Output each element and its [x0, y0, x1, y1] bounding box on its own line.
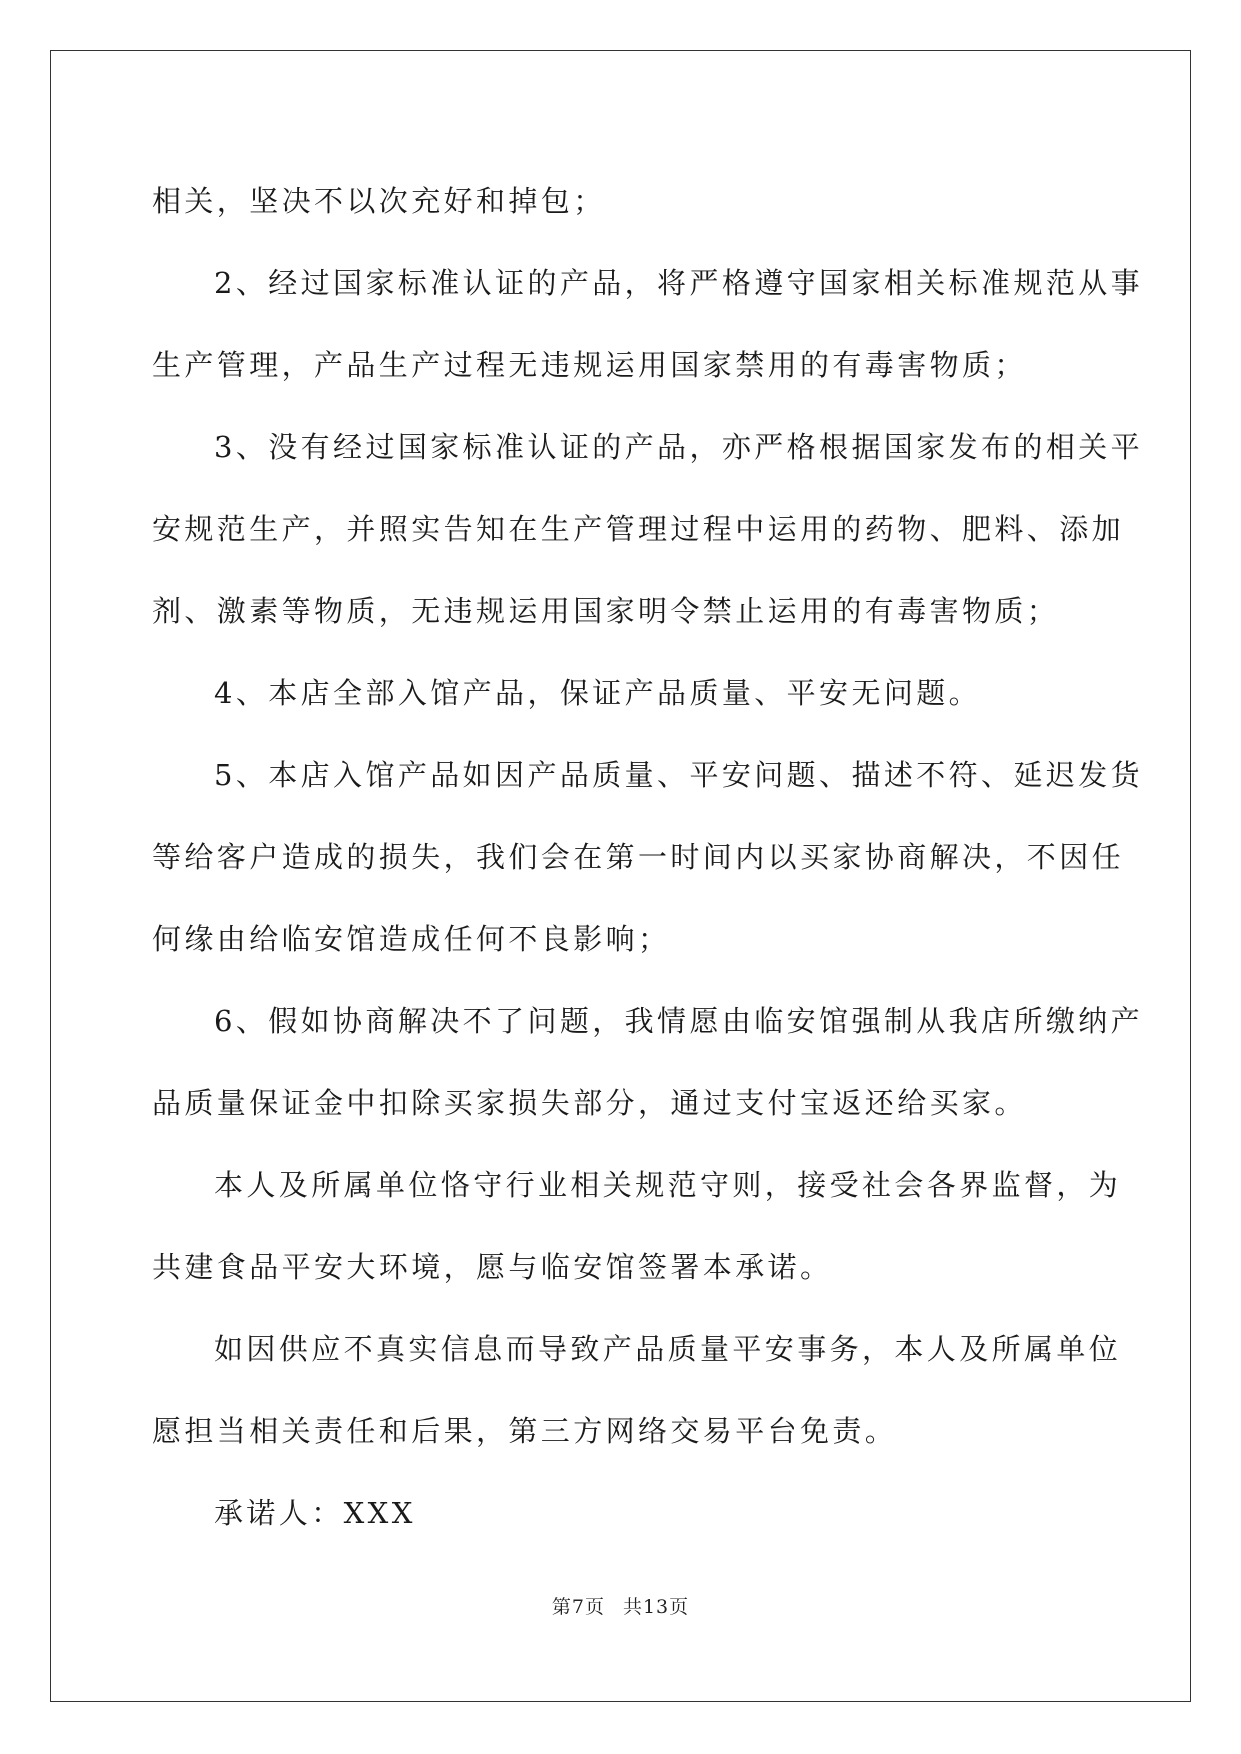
text-line: 剂、激素等物质，无违规运用国家明令禁止运用的有毒害物质； — [152, 594, 1060, 628]
page-total: 共13页 — [622, 1596, 690, 1618]
text-line: 安规范生产，并照实告知在生产管理过程中运用的药物、肥料、添加 — [152, 512, 1125, 546]
text-line: 3、没有经过国家标准认证的产品，亦严格根据国家发布的相关平 — [214, 430, 1144, 464]
page-footer — [0, 1592, 1241, 1619]
document-body — [152, 160, 1144, 1554]
text-line: 如因供应不真实信息而导致产品质量平安事务，本人及所属单位 — [214, 1332, 1122, 1366]
signature-line: 承诺人：XXX — [214, 1496, 416, 1530]
text-line: 生产管理，产品生产过程无违规运用国家禁用的有毒害物质； — [152, 348, 1027, 382]
text-line: 何缘由给临安馆造成任何不良影响； — [152, 922, 671, 956]
text-line: 愿担当相关责任和后果，第三方网络交易平台免责。 — [152, 1414, 898, 1448]
text-line: 本人及所属单位恪守行业相关规范守则，接受社会各界监督，为 — [214, 1168, 1122, 1202]
text-line: 5、本店入馆产品如因产品质量、平安问题、描述不符、延迟发货 — [214, 758, 1144, 792]
text-line: 2、经过国家标准认证的产品，将严格遵守国家相关标准规范从事 — [214, 266, 1144, 300]
text-line: 相关，坚决不以次充好和掉包； — [152, 184, 606, 218]
text-line: 6、假如协商解决不了问题，我情愿由临安馆强制从我店所缴纳产 — [214, 1004, 1144, 1038]
page-number: 第7页 — [551, 1596, 605, 1618]
text-line: 品质量保证金中扣除买家损失部分，通过支付宝返还给买家。 — [152, 1086, 1027, 1120]
text-line: 等给客户造成的损失，我们会在第一时间内以买家协商解决，不因任 — [152, 840, 1125, 874]
text-line: 4、本店全部入馆产品，保证产品质量、平安无问题。 — [214, 676, 982, 710]
text-line: 共建食品平安大环境，愿与临安馆签署本承诺。 — [152, 1250, 833, 1284]
